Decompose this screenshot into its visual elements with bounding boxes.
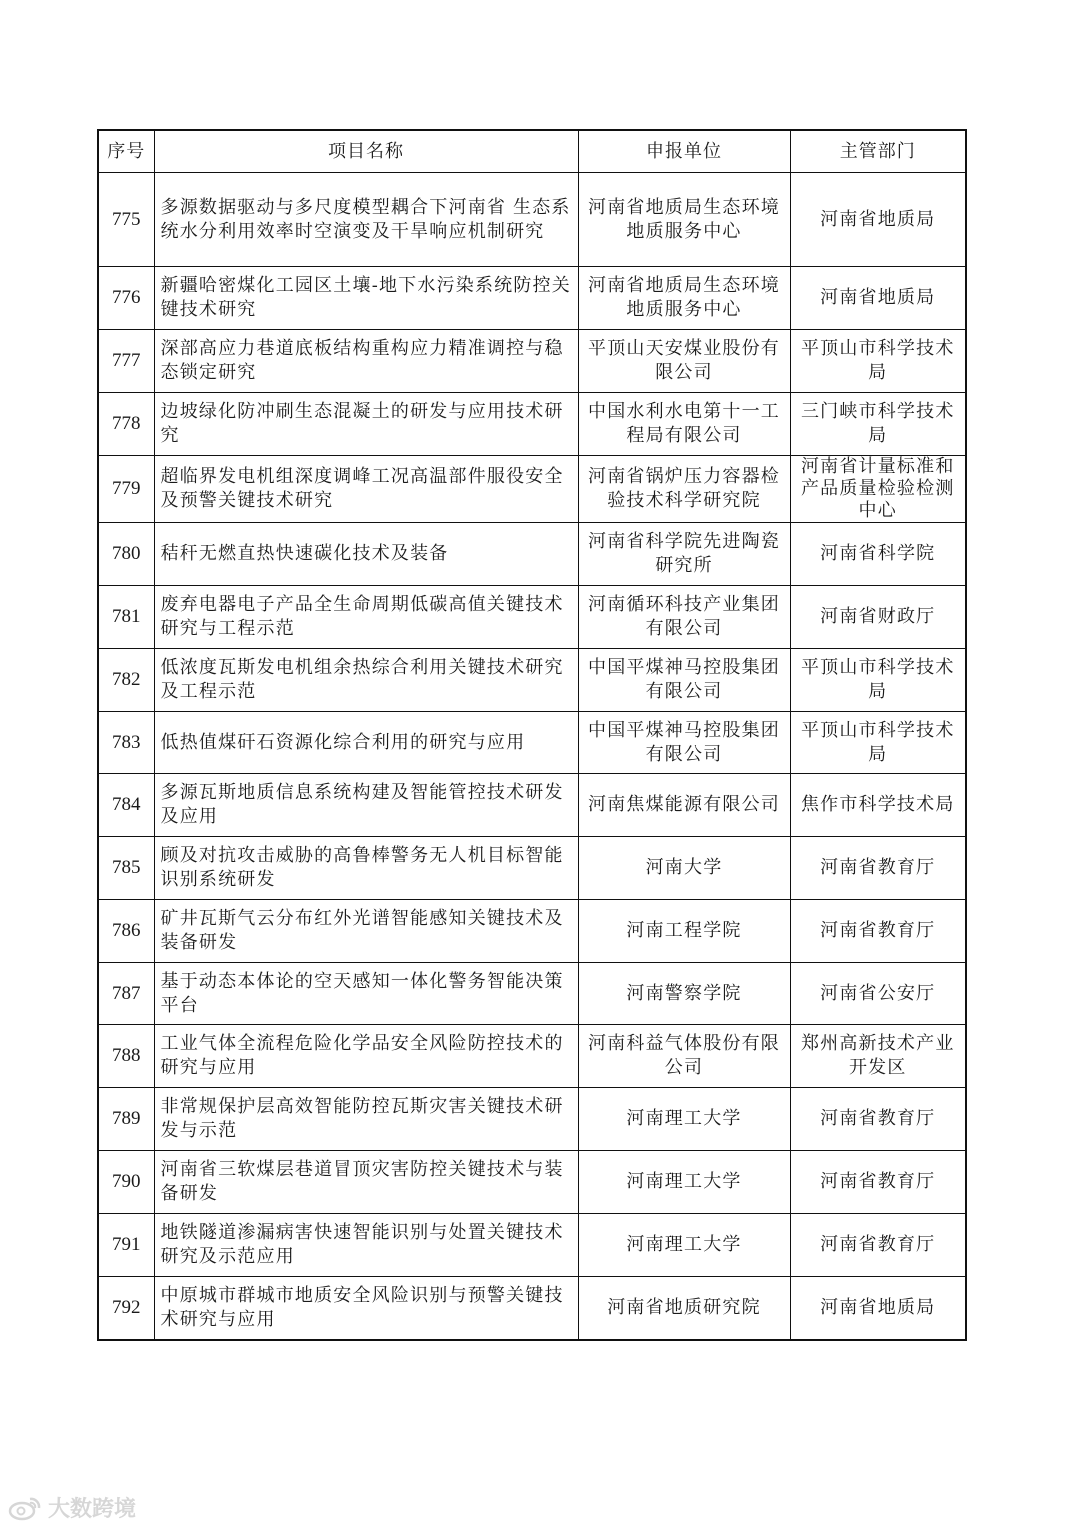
table-row [98, 456, 966, 523]
cell-applicant-unit: 河南省科学院先进陶瓷研究所 [578, 523, 790, 586]
cell-applicant-unit: 河南省地质局生态环境地质服务中心 [578, 173, 790, 267]
cell-supervising-dept: 河南省地质局 [790, 173, 966, 267]
table-row [98, 1151, 966, 1214]
cell-serial-number: 783 [98, 712, 154, 774]
cell-applicant-unit: 河南理工大学 [578, 1214, 790, 1277]
table-row [98, 1214, 966, 1277]
cell-supervising-dept: 平顶山市科学技术局 [790, 649, 966, 712]
table-row [98, 330, 966, 393]
cell-supervising-dept: 郑州高新技术产业开发区 [790, 1025, 966, 1088]
cell-serial-number: 782 [98, 649, 154, 712]
project-list-table [97, 129, 967, 1341]
cell-project-name: 超临界发电机组深度调峰工况高温部件服役安全及预警关键技术研究 [154, 456, 578, 523]
cell-applicant-unit: 平顶山天安煤业股份有限公司 [578, 330, 790, 393]
header-supervising-dept: 主管部门 [790, 130, 966, 173]
cell-supervising-dept: 河南省教育厅 [790, 1151, 966, 1214]
table-row [98, 523, 966, 586]
cell-supervising-dept: 河南省财政厅 [790, 586, 966, 649]
cell-serial-number: 776 [98, 267, 154, 330]
cell-project-name: 秸秆无燃直热快速碳化技术及装备 [154, 523, 578, 586]
table-row [98, 1277, 966, 1340]
cell-project-name: 低浓度瓦斯发电机组余热综合利用关键技术研究及工程示范 [154, 649, 578, 712]
cell-supervising-dept: 河南省地质局 [790, 1277, 966, 1340]
table-row [98, 1025, 966, 1088]
cell-applicant-unit: 河南焦煤能源有限公司 [578, 774, 790, 837]
cell-project-name: 废弃电器电子产品全生命周期低碳高值关键技术研究与工程示范 [154, 586, 578, 649]
cell-serial-number: 790 [98, 1151, 154, 1214]
cell-project-name: 顾及对抗攻击威胁的高鲁棒警务无人机目标智能识别系统研发 [154, 837, 578, 900]
cell-applicant-unit: 中国平煤神马控股集团有限公司 [578, 649, 790, 712]
cell-project-name: 多源数据驱动与多尺度模型耦合下河南省 生态系统水分利用效率时空演变及干旱响应机制研究 [154, 173, 578, 267]
cell-applicant-unit: 河南警察学院 [578, 963, 790, 1025]
cell-serial-number: 785 [98, 837, 154, 900]
cell-applicant-unit: 河南工程学院 [578, 900, 790, 963]
table-row [98, 774, 966, 837]
cell-serial-number: 788 [98, 1025, 154, 1088]
cell-supervising-dept: 河南省公安厅 [790, 963, 966, 1025]
cell-project-name: 河南省三软煤层巷道冒顶灾害防控关键技术与装备研发 [154, 1151, 578, 1214]
cell-applicant-unit: 河南理工大学 [578, 1088, 790, 1151]
cell-serial-number: 775 [98, 173, 154, 267]
cell-supervising-dept: 焦作市科学技术局 [790, 774, 966, 837]
cell-serial-number: 792 [98, 1277, 154, 1340]
cell-supervising-dept: 河南省教育厅 [790, 837, 966, 900]
table-row [98, 173, 966, 267]
cell-applicant-unit: 河南理工大学 [578, 1151, 790, 1214]
cell-supervising-dept: 河南省教育厅 [790, 1214, 966, 1277]
header-serial-number: 序号 [98, 130, 154, 173]
cell-serial-number: 780 [98, 523, 154, 586]
cell-serial-number: 787 [98, 963, 154, 1025]
cell-serial-number: 784 [98, 774, 154, 837]
cell-supervising-dept: 河南省教育厅 [790, 900, 966, 963]
cell-project-name: 新疆哈密煤化工园区土壤-地下水污染系统防控关键技术研究 [154, 267, 578, 330]
table-row [98, 712, 966, 774]
weibo-logo-icon [8, 1495, 42, 1521]
watermark-text: 大数跨境 [48, 1497, 137, 1522]
cell-project-name: 边坡绿化防冲刷生态混凝土的研发与应用技术研究 [154, 393, 578, 456]
cell-project-name: 工业气体全流程危险化学品安全风险防控技术的研究与应用 [154, 1025, 578, 1088]
table-body [98, 173, 966, 1340]
cell-applicant-unit: 中国平煤神马控股集团有限公司 [578, 712, 790, 774]
cell-project-name: 矿井瓦斯气云分布红外光谱智能感知关键技术及装备研发 [154, 900, 578, 963]
cell-supervising-dept: 河南省地质局 [790, 267, 966, 330]
cell-serial-number: 781 [98, 586, 154, 649]
header-project-name: 项目名称 [154, 130, 578, 173]
cell-serial-number: 779 [98, 456, 154, 523]
cell-serial-number: 777 [98, 330, 154, 393]
cell-applicant-unit: 河南科益气体股份有限公司 [578, 1025, 790, 1088]
table-row [98, 586, 966, 649]
cell-supervising-dept: 三门峡市科学技术局 [790, 393, 966, 456]
table-row [98, 1088, 966, 1151]
watermark [8, 1492, 136, 1523]
table-row [98, 267, 966, 330]
cell-project-name: 非常规保护层高效智能防控瓦斯灾害关键技术研发与示范 [154, 1088, 578, 1151]
cell-applicant-unit: 河南大学 [578, 837, 790, 900]
cell-supervising-dept: 河南省教育厅 [790, 1088, 966, 1151]
cell-supervising-dept: 河南省科学院 [790, 523, 966, 586]
cell-serial-number: 786 [98, 900, 154, 963]
cell-project-name: 低热值煤矸石资源化综合利用的研究与应用 [154, 712, 578, 774]
cell-project-name: 中原城市群城市地质安全风险识别与预警关键技术研究与应用 [154, 1277, 578, 1340]
cell-project-name: 基于动态本体论的空天感知一体化警务智能决策平台 [154, 963, 578, 1025]
table-row [98, 837, 966, 900]
cell-project-name: 多源瓦斯地质信息系统构建及智能管控技术研发及应用 [154, 774, 578, 837]
cell-supervising-dept: 平顶山市科学技术局 [790, 330, 966, 393]
table-header-row [98, 130, 966, 173]
cell-supervising-dept: 平顶山市科学技术局 [790, 712, 966, 774]
cell-project-name: 地铁隧道渗漏病害快速智能识别与处置关键技术研究及示范应用 [154, 1214, 578, 1277]
cell-serial-number: 778 [98, 393, 154, 456]
header-applicant-unit: 申报单位 [578, 130, 790, 173]
cell-applicant-unit: 河南省地质研究院 [578, 1277, 790, 1340]
table-row [98, 649, 966, 712]
cell-supervising-dept: 河南省计量标准和产品质量检验检测中心 [790, 456, 966, 523]
cell-applicant-unit: 中国水利水电第十一工程局有限公司 [578, 393, 790, 456]
cell-applicant-unit: 河南省地质局生态环境地质服务中心 [578, 267, 790, 330]
cell-serial-number: 789 [98, 1088, 154, 1151]
cell-applicant-unit: 河南循环科技产业集团有限公司 [578, 586, 790, 649]
cell-project-name: 深部高应力巷道底板结构重构应力精准调控与稳态锁定研究 [154, 330, 578, 393]
table-row [98, 963, 966, 1025]
table-row [98, 900, 966, 963]
cell-serial-number: 791 [98, 1214, 154, 1277]
cell-applicant-unit: 河南省锅炉压力容器检验技术科学研究院 [578, 456, 790, 523]
table-row [98, 393, 966, 456]
